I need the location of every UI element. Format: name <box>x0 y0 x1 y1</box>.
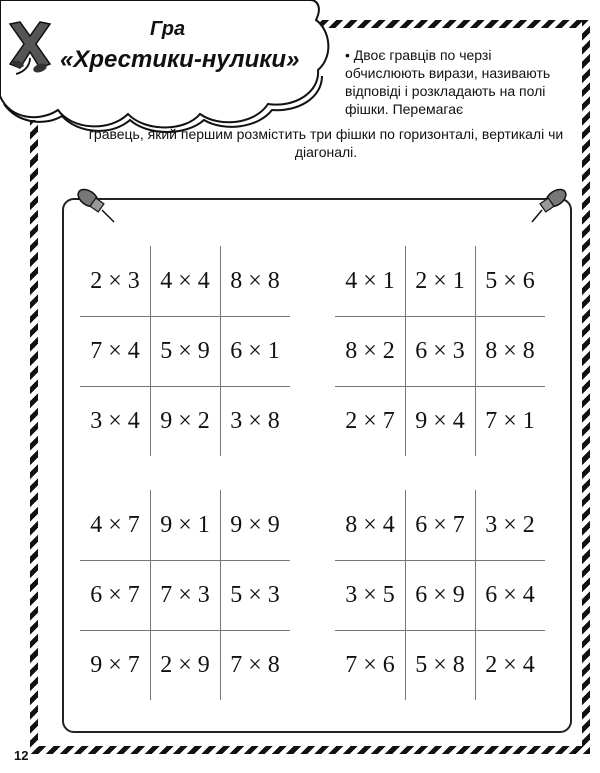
board-cell[interactable]: 9 × 9 <box>230 511 280 538</box>
board-cell[interactable]: 4 × 7 <box>90 511 140 538</box>
cross-token-icon <box>4 18 56 78</box>
board-bottom-left <box>80 490 290 700</box>
frame-left-border <box>30 120 38 754</box>
board-cell[interactable]: 7 × 3 <box>160 581 210 608</box>
board-cell[interactable]: 2 × 1 <box>415 267 465 294</box>
board-cell[interactable]: 2 × 4 <box>485 651 535 678</box>
board-cell[interactable]: 6 × 7 <box>90 581 140 608</box>
board-cell[interactable]: 8 × 2 <box>345 337 395 364</box>
board-top-right <box>335 246 545 456</box>
instructions-text-continued: гравець, який першим розмістить три фішки по горизонталі, вертикалі чи діагоналі. <box>88 126 564 160</box>
bullet-icon: • <box>345 47 350 63</box>
board-cell[interactable]: 5 × 9 <box>160 337 210 364</box>
board-cell[interactable]: 6 × 4 <box>485 581 535 608</box>
board-cell[interactable]: 5 × 6 <box>485 267 535 294</box>
board-cell[interactable]: 9 × 4 <box>415 407 465 434</box>
frame-bottom-border <box>30 746 590 754</box>
board-cell[interactable]: 5 × 8 <box>415 651 465 678</box>
board-cell[interactable]: 2 × 3 <box>90 267 140 294</box>
board-cell[interactable]: 9 × 1 <box>160 511 210 538</box>
board-cell[interactable]: 8 × 4 <box>345 511 395 538</box>
board-cell[interactable]: 7 × 6 <box>345 651 395 678</box>
board-cell[interactable]: 9 × 7 <box>90 651 140 678</box>
page-number: 12 <box>14 748 29 763</box>
board-cell[interactable]: 6 × 7 <box>415 511 465 538</box>
instructions-text <box>345 46 565 118</box>
board-cell[interactable]: 4 × 1 <box>345 267 395 294</box>
board-cell[interactable]: 6 × 3 <box>415 337 465 364</box>
board-cell[interactable]: 7 × 8 <box>230 651 280 678</box>
board-cell[interactable]: 6 × 9 <box>415 581 465 608</box>
board-top-left <box>80 246 290 456</box>
board-cell[interactable]: 8 × 8 <box>230 267 280 294</box>
frame-right-border <box>582 20 590 754</box>
instructions-part-1: Двоє гравців по черзі обчислюють вирази, називають відповіді і розкладають на полі фішки. Перемагає <box>345 47 551 117</box>
board-cell[interactable]: 3 × 4 <box>90 407 140 434</box>
page-title: «Хрестики-нулики» <box>60 46 300 73</box>
board-cell[interactable]: 3 × 5 <box>345 581 395 608</box>
board-bottom-right <box>335 490 545 700</box>
board-cell[interactable]: 5 × 3 <box>230 581 280 608</box>
pushpin-right-icon <box>528 184 572 224</box>
board-cell[interactable]: 2 × 9 <box>160 651 210 678</box>
title-game-label: Гра <box>150 18 186 40</box>
board-cell[interactable]: 7 × 1 <box>485 407 535 434</box>
board-cell[interactable]: 3 × 2 <box>485 511 535 538</box>
board-cell[interactable]: 8 × 8 <box>485 337 535 364</box>
board-cell[interactable]: 9 × 2 <box>160 407 210 434</box>
board-cell[interactable]: 6 × 1 <box>230 337 280 364</box>
board-cell[interactable]: 3 × 8 <box>230 407 280 434</box>
board-cell[interactable]: 4 × 4 <box>160 267 210 294</box>
board-cell[interactable]: 7 × 4 <box>90 337 140 364</box>
board-cell[interactable]: 2 × 7 <box>345 407 395 434</box>
pushpin-left-icon <box>72 184 116 224</box>
